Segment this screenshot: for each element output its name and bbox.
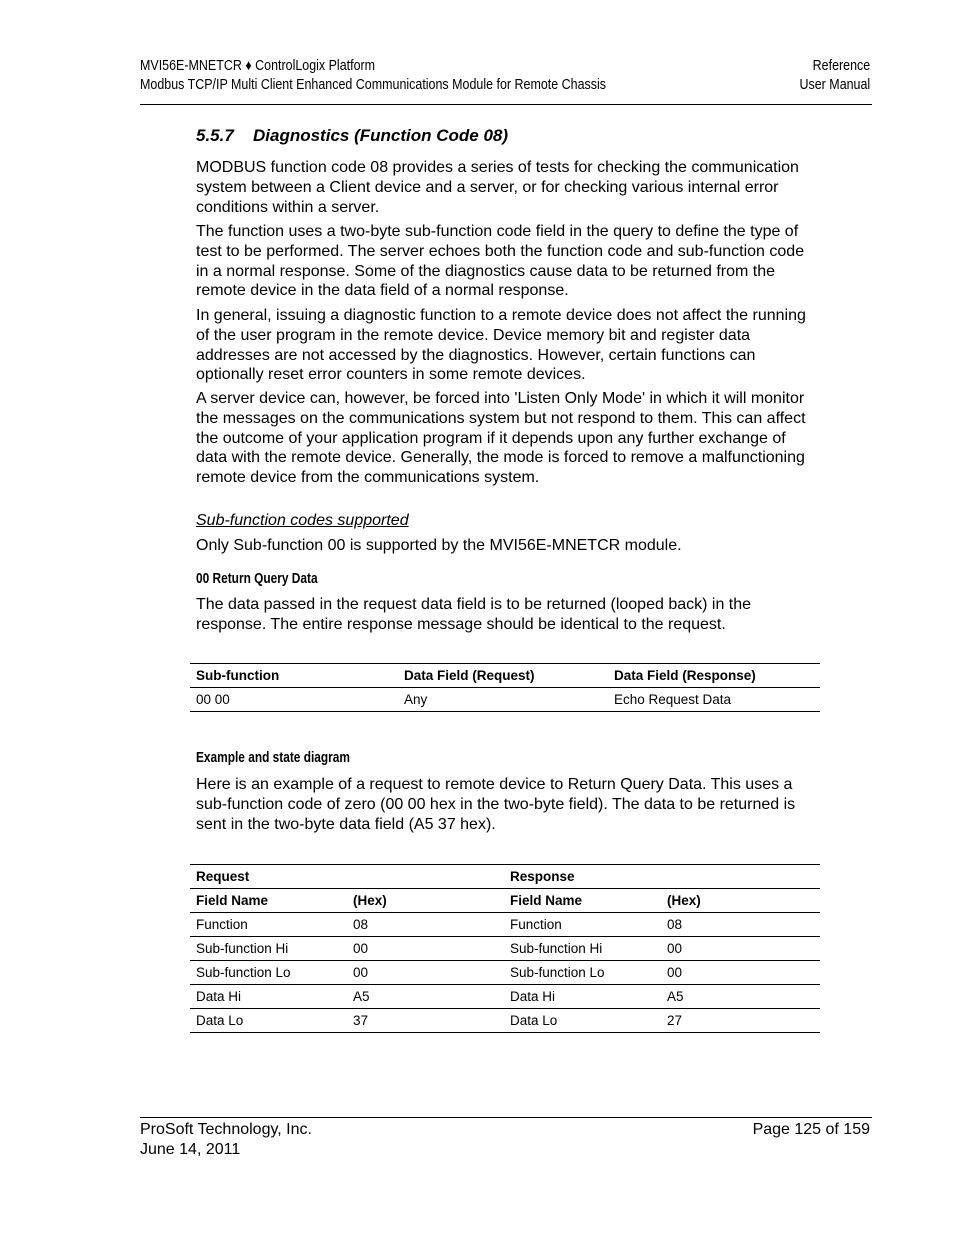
header-divider [140,104,872,105]
section-number: 5.5.7 [196,126,234,145]
table-cell: Echo Request Data [614,692,732,707]
header-product: MVI56E-MNETCR ♦ ControlLogix Platform [140,58,376,74]
table-cell: A5 [667,989,684,1004]
column-header: Data Field (Request) [404,668,535,683]
table-row [190,913,820,937]
request-group-header: Request [196,869,250,884]
paragraph-return-query: The data passed in the request data field is to be returned (looped back) in the response. The entire response message should be identical to the request. [196,596,752,633]
header-section: Reference [812,58,870,74]
header-doc-type: User Manual [799,77,870,93]
footer-date: June 14, 2011 [140,1140,241,1158]
table-cell: Function [510,917,562,932]
table-cell: 08 [353,917,369,932]
table-header-row [190,664,820,688]
paragraph-listen-only: A server device can, however, be forced into 'Listen Only Mode' in which it will monitor the messages on the communications system but not respond to them. This can affect the outcome of your application program if it depends upon any further exchange of data with the remote device. Generally, the mode is forced to remove a malfunctioning remote device from the communications system. [196,390,806,487]
table-cell: Any [404,692,428,707]
section-title: Diagnostics (Function Code 08) [253,126,509,145]
column-header: (Hex) [353,893,387,908]
example-table [190,864,820,1033]
header-right [799,57,870,95]
table-header-row [190,889,820,913]
table-row [190,937,820,961]
paragraph-supported: Only Sub-function 00 is supported by the MVI56E-MNETCR module. [196,537,682,554]
table-cell: 08 [667,917,683,932]
table-cell: 00 [667,941,683,956]
table-cell: 00 00 [196,692,230,707]
subfunction-codes-heading: Sub-function codes supported [196,512,409,529]
table-cell: A5 [353,989,370,1004]
paragraph-subfunction: The function uses a two-byte sub-function code field in the query to define the type of test to be performed. The server echoes both the function code and sub-function code in a normal response. Some of the diagnostics cause data to be returned from the remote device in the data field of a normal response. [196,223,805,300]
table-cell: Sub-function Hi [510,941,603,956]
column-header: (Hex) [667,893,701,908]
header-left [140,57,606,95]
column-header: Field Name [510,893,583,908]
table-cell: Data Lo [196,1013,244,1028]
footer-divider [140,1117,872,1118]
footer-company: ProSoft Technology, Inc. [140,1121,312,1138]
table-cell: 00 [353,965,369,980]
table-cell: Sub-function Lo [196,965,291,980]
table-cell: Sub-function Hi [196,941,289,956]
table-cell: 00 [667,965,683,980]
table-row [190,688,820,712]
table-cell: 27 [667,1013,683,1028]
table-cell: Data Lo [510,1013,558,1028]
table-cell: 00 [353,941,369,956]
section-heading [196,125,816,147]
column-header: Data Field (Response) [614,668,756,683]
footer-page-number: Page 125 of 159 [752,1121,870,1138]
example-heading: Example and state diagram [196,750,350,766]
paragraph-general: In general, issuing a diagnostic function to a remote device does not affect the running of the user program in the remote device. Device memory bit and register data addresses are not accessed by the diagnostics. However, certain functions can optionally reset error counters in some remote devices. [196,307,806,384]
table-cell: Sub-function Lo [510,965,605,980]
return-query-heading: 00 Return Query Data [196,571,318,587]
table-row [190,1009,820,1033]
paragraph-example: Here is an example of a request to remote device to Return Query Data. This uses a sub-function code of zero (00 00 hex in the two-byte field). The data to be returned is sent in the two-byte data field (A5 37 hex). [196,776,796,833]
header-module-description: Modbus TCP/IP Multi Client Enhanced Communications Module for Remote Chassis [140,77,606,93]
column-header: Sub-function [196,668,280,683]
response-group-header: Response [510,869,575,884]
subfunction-table [190,663,820,712]
table-cell: Data Hi [510,989,556,1004]
table-row [190,985,820,1009]
table-group-header-row [190,865,820,889]
paragraph-intro: MODBUS function code 08 provides a series of tests for checking the communication system between a Client device and a server, or for checking various internal error conditions within a server. [196,159,799,216]
table-cell: 37 [353,1013,369,1028]
footer-left [140,1120,312,1159]
column-header: Field Name [196,893,269,908]
table-cell: Function [196,917,248,932]
table-row [190,961,820,985]
table-cell: Data Hi [196,989,242,1004]
